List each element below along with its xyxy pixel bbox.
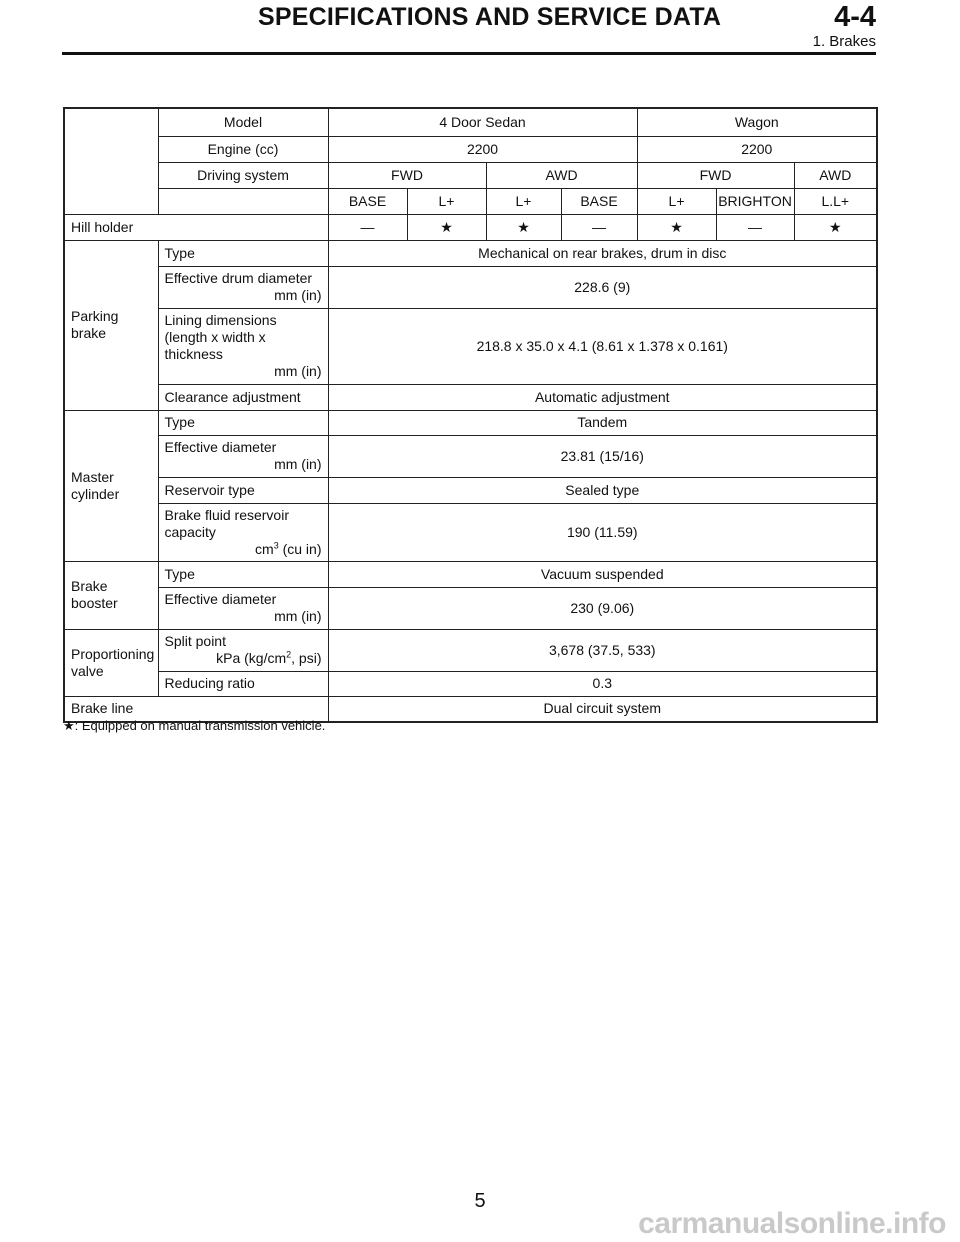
hill-holder-cell: —: [328, 214, 407, 240]
header-rule: [62, 52, 876, 55]
hill-holder-cell: ★: [407, 214, 486, 240]
engine-wagon: 2200: [637, 136, 877, 162]
capacity-unit: [165, 541, 322, 558]
clearance-label: Clearance adjustment: [158, 384, 328, 410]
drive-wagon-fwd: FWD: [637, 162, 794, 188]
watermark: carmanualsonline.info: [638, 1207, 946, 1240]
reservoir-type-value: Sealed type: [328, 477, 877, 503]
model-sedan: 4 Door Sedan: [328, 108, 637, 136]
master-cylinder-group: Master cylinder: [64, 410, 158, 561]
table-row-parking-lining: [64, 308, 877, 384]
table-row-reservoir-type: [64, 477, 877, 503]
trim-cell: BRIGHTON: [716, 188, 794, 214]
split-unit-base: kPa (kg/cm: [216, 650, 287, 666]
split-unit-psi: , psi): [291, 650, 322, 666]
drive-sedan-awd: AWD: [486, 162, 637, 188]
trim-cell: L+: [486, 188, 561, 214]
capacity-label-cell: [158, 503, 328, 561]
table-row-reducing-ratio: [64, 671, 877, 696]
split-point-unit: [165, 650, 322, 667]
brake-spec-table: [63, 107, 878, 723]
hill-holder-cell: ★: [486, 214, 561, 240]
parking-type-value: Mechanical on rear brakes, drum in disc: [328, 240, 877, 266]
trim-label-cell: [158, 188, 328, 214]
booster-type-label: Type: [158, 561, 328, 587]
table-row-parking-clearance: [64, 384, 877, 410]
engine-label: Engine (cc): [158, 136, 328, 162]
split-point-label-cell: [158, 629, 328, 671]
table-row-engine: [64, 136, 877, 162]
capacity-label: Brake fluid reservoir capacity: [164, 506, 289, 540]
booster-diameter-value: 230 (9.06): [328, 587, 877, 629]
table-row-hill-holder: [64, 214, 877, 240]
table-row-model: [64, 108, 877, 136]
brake-line-label: Brake line: [64, 696, 328, 722]
brake-line-value: Dual circuit system: [328, 696, 877, 722]
page-title: SPECIFICATIONS AND SERVICE DATA: [258, 3, 722, 31]
master-diameter-value: 23.81 (15/16): [328, 435, 877, 477]
section-subtitle: 1. Brakes: [812, 33, 876, 50]
trim-cell: BASE: [561, 188, 637, 214]
lining-value: 218.8 x 35.0 x 4.1 (8.61 x 1.378 x 0.161): [328, 308, 877, 384]
capacity-value: 190 (11.59): [328, 503, 877, 561]
reservoir-type-label: Reservoir type: [158, 477, 328, 503]
footnote: ★: Equipped on manual transmission vehicle.: [63, 718, 326, 733]
table-row-booster-type: [64, 561, 877, 587]
split-unit-exponent: 2: [286, 649, 292, 660]
section-code: 4-4: [834, 1, 876, 33]
master-type-value: Tandem: [328, 410, 877, 435]
brake-booster-group: Brake booster: [64, 561, 158, 629]
hill-holder-cell: ★: [794, 214, 877, 240]
drive-wagon-awd: AWD: [794, 162, 877, 188]
model-wagon: Wagon: [637, 108, 877, 136]
table-row-booster-diameter: [64, 587, 877, 629]
model-label: Model: [158, 108, 328, 136]
table-row-master-type: [64, 410, 877, 435]
hill-holder-cell: ★: [637, 214, 716, 240]
page-number: 5: [474, 1190, 486, 1212]
engine-sedan: 2200: [328, 136, 637, 162]
split-point-label: Split point: [164, 633, 226, 649]
trim-cell: L+: [407, 188, 486, 214]
trim-cell: L.L+: [794, 188, 877, 214]
trim-cell: L+: [637, 188, 716, 214]
hill-holder-cell: —: [716, 214, 794, 240]
lining-label-cell: [158, 308, 328, 384]
split-point-value: 3,678 (37.5, 533): [328, 629, 877, 671]
table-row-driving-system: [64, 162, 877, 188]
capacity-unit-imperial: (cu in): [278, 540, 322, 557]
booster-diameter-label: Effective diameter: [164, 591, 277, 607]
master-diameter-label: Effective diameter: [164, 439, 277, 455]
trim-cell: BASE: [328, 188, 407, 214]
master-type-label: Type: [158, 410, 328, 435]
proportioning-valve-group: Proportioning valve: [64, 629, 158, 696]
table-row-trim: [64, 188, 877, 214]
table-row-reservoir-capacity: [64, 503, 877, 561]
drum-diameter-unit: mm (in): [274, 287, 322, 303]
capacity-unit-base: cm: [255, 540, 274, 557]
booster-diameter-label-cell: [158, 587, 328, 629]
reducing-ratio-value: 0.3: [328, 671, 877, 696]
parking-type-label: Type: [158, 240, 328, 266]
clearance-value: Automatic adjustment: [328, 384, 877, 410]
lining-label: Lining dimensions (length x width x thickness: [164, 312, 277, 362]
corner-cell: [64, 108, 158, 214]
master-diameter-label-cell: [158, 435, 328, 477]
driving-label: Driving system: [158, 162, 328, 188]
table-row-master-diameter: [64, 435, 877, 477]
drum-diameter-label-cell: [158, 266, 328, 308]
table-row-split-point: [64, 629, 877, 671]
lining-unit: mm (in): [274, 363, 322, 379]
master-diameter-unit: mm (in): [274, 456, 322, 472]
booster-diameter-unit: mm (in): [274, 608, 322, 624]
capacity-unit-exponent: 3: [273, 539, 279, 550]
parking-brake-group: Parking brake: [64, 240, 158, 410]
drum-diameter-label: Effective drum diameter: [164, 270, 313, 286]
reducing-ratio-label: Reducing ratio: [158, 671, 328, 696]
hill-holder-cell: —: [561, 214, 637, 240]
drum-diameter-value: 228.6 (9): [328, 266, 877, 308]
booster-type-value: Vacuum suspended: [328, 561, 877, 587]
table-row-parking-drum: [64, 266, 877, 308]
hill-holder-label: Hill holder: [64, 214, 328, 240]
table-row-parking-type: [64, 240, 877, 266]
drive-sedan-fwd: FWD: [328, 162, 486, 188]
